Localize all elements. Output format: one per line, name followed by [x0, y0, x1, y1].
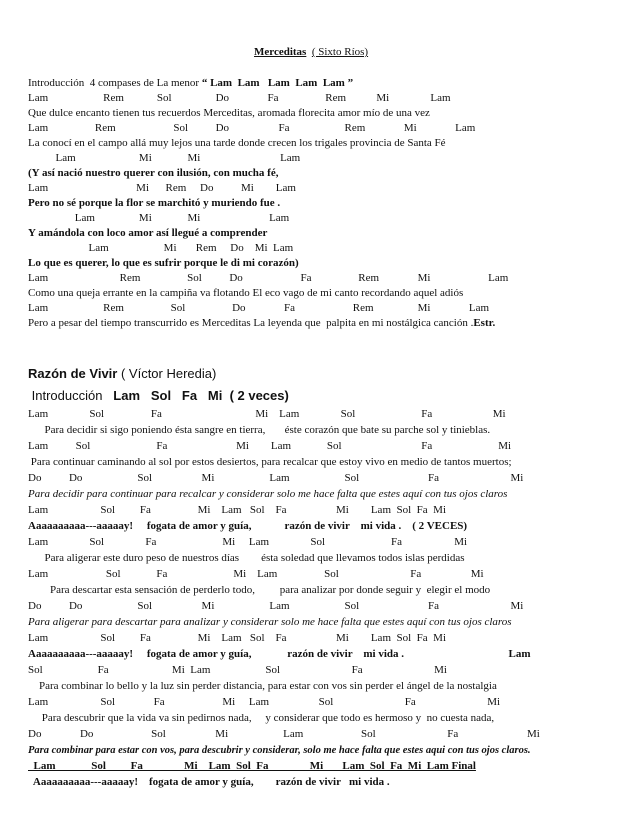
song1-title: Merceditas: [254, 46, 307, 58]
song1-author: ( Sixto Ríos): [311, 46, 369, 58]
song1-lyric-line: Como una queja errante en la campiña va flotando El eco vago de mi canto recordando aquel adiós: [28, 287, 464, 299]
song1-lyric-line: La conocí en el campo allá muy lejos una tarde donde crecen los trigales provincia de Santa Fé: [28, 137, 446, 149]
song2-chord-line: Lam Sol Fa Mi Lam Sol Fa Mi Lam Sol Fa Mi: [28, 504, 447, 516]
song1-chord-line: Lam Rem Sol Do Fa Rem Mi Lam: [28, 122, 476, 134]
song1-chord-line: Lam Mi Rem Do Mi Lam: [28, 182, 296, 194]
song2-chorus-line: Aaaaaaaaaa---aaaaay! fogata de amor y guía, razón de vivir mi vida . ( 2 VECES): [28, 520, 468, 532]
song2-title: Razón de Vivir: [28, 366, 118, 381]
song1-chord-line: Lam Rem Sol Do Fa Rem Mi Lam: [28, 302, 490, 314]
song2-chord-line: Do Do Sol Mi Lam Sol Fa Mi: [28, 472, 524, 484]
song2-chord-line: Sol Fa Mi Lam Sol Fa Mi: [28, 664, 447, 676]
song2-chorus-line: Aaaaaaaaaa---aaaaay! fogata de amor y guía, razón de vivir mi vida . Lam: [28, 648, 531, 660]
song2-lyric-line: Para combinar lo bello y la luz sin perder distancia, para estar con vos sin perder el ángel de la nostalgia: [28, 680, 497, 692]
song2-lyric-line: Para descubrir que la vida va sin pedirnos nada, y considerar que todo es hermoso y no cuesta nada,: [28, 712, 495, 724]
song1-intro-text: Introducción 4 compases de La menor: [28, 77, 202, 89]
song1-last-lyric: Pero a pesar del tiempo transcurrido es Merceditas La leyenda que palpita en mi nostálgica canción .: [28, 317, 474, 329]
song2-chord-line: Lam Sol Fa Mi Lam Sol Fa Mi Lam Sol Fa Mi: [28, 632, 447, 644]
song1-last-line: [28, 317, 495, 330]
song1-estr: Estr.: [473, 317, 496, 329]
song2-lyric-line: Para descartar esta sensación de perderlo todo, para analizar por donde seguir y elegir el modo: [28, 584, 491, 596]
song2-final-chord-line: Lam Sol Fa Mi Lam Sol Fa Mi Lam Sol Fa Mi Lam Final: [28, 760, 476, 772]
song1-chord-line: Lam Mi Mi Lam: [28, 212, 290, 224]
song2-author: ( Víctor Heredia): [120, 366, 217, 381]
song1-lyric-line: Pero no sé porque la flor se marchitó y muriendo fue .: [28, 197, 281, 209]
song2-chord-line: Lam Sol Fa Mi Lam Sol Fa Mi: [28, 408, 506, 420]
song1-title-line: [254, 46, 368, 59]
song1-lyric-line: Lo que es querer, lo que es sufrir porque le di mi corazón): [28, 257, 299, 269]
song2-lyric-line: Para decidir si sigo poniendo ésta sangre en tierra, éste corazón que bate su parche sol y tinieblas.: [28, 424, 491, 436]
song1-lyric-line: Que dulce encanto tienen tus recuerdos Merceditas, aromada florecita amor mío de una vez: [28, 107, 430, 119]
song2-lyric-line: Para aligerar para descartar para analizar y considerar solo me hace falta que estes aquí con tus ojos claros: [28, 616, 512, 628]
song1-intro-chords: “ Lam Lam Lam Lam Lam ”: [201, 77, 354, 89]
song2-intro-chords: Lam Sol Fa Mi ( 2 veces): [102, 388, 289, 403]
song1-chord-line: Lam Rem Sol Do Fa Rem Mi Lam: [28, 272, 509, 284]
song2-title-line: [28, 366, 216, 382]
song1-lyric-line: Y amándola con loco amor así llegué a comprender: [28, 227, 268, 239]
song1-chord-line: Lam Mi Mi Lam: [28, 152, 301, 164]
song2-lyric-line: Para decidir para continuar para recalcar y considerar solo me hace falta que estes aquí con tus ojos claros: [28, 488, 508, 500]
song2-chord-line: Do Do Sol Mi Lam Sol Fa Mi: [28, 600, 524, 612]
song2-chord-line: Lam Sol Fa Mi Lam Sol Fa Mi: [28, 440, 512, 452]
song2-chord-line: Lam Sol Fa Mi Lam Sol Fa Mi: [28, 568, 484, 580]
song2-lyric-line: Para combinar para estar con vos, para descubrir y considerar, solo me hace falta que estes aqui con tus ojos claros.: [28, 745, 531, 756]
song1-lyric-line: (Y así nació nuestro querer con ilusión, con mucha fé,: [28, 167, 279, 179]
song2-chorus-line: Aaaaaaaaaa---aaaaay! fogata de amor y guía, razón de vivir mi vida .: [28, 776, 390, 788]
song2-chord-line: Lam Sol Fa Mi Lam Sol Fa Mi: [28, 696, 501, 708]
song2-lyric-line: Para aligerar este duro peso de nuestros días ésta soledad que llevamos todos islas perdidas: [28, 552, 465, 564]
song2-chord-line: Lam Sol Fa Mi Lam Sol Fa Mi: [28, 536, 468, 548]
song2-chord-line: Do Do Sol Mi Lam Sol Fa Mi: [28, 728, 540, 740]
song1-chord-line: Lam Rem Sol Do Fa Rem Mi Lam: [28, 92, 451, 104]
song2-lyric-line: Para continuar caminando al sol por estos desiertos, para recalcar que estoy vivo en medio de tantos muertos;: [28, 456, 512, 468]
song1-chord-line: Lam Mi Rem Do Mi Lam: [28, 242, 294, 254]
song2-intro-label: Introducción: [28, 388, 103, 403]
song1-intro: [28, 77, 353, 90]
song2-intro: [28, 388, 289, 404]
